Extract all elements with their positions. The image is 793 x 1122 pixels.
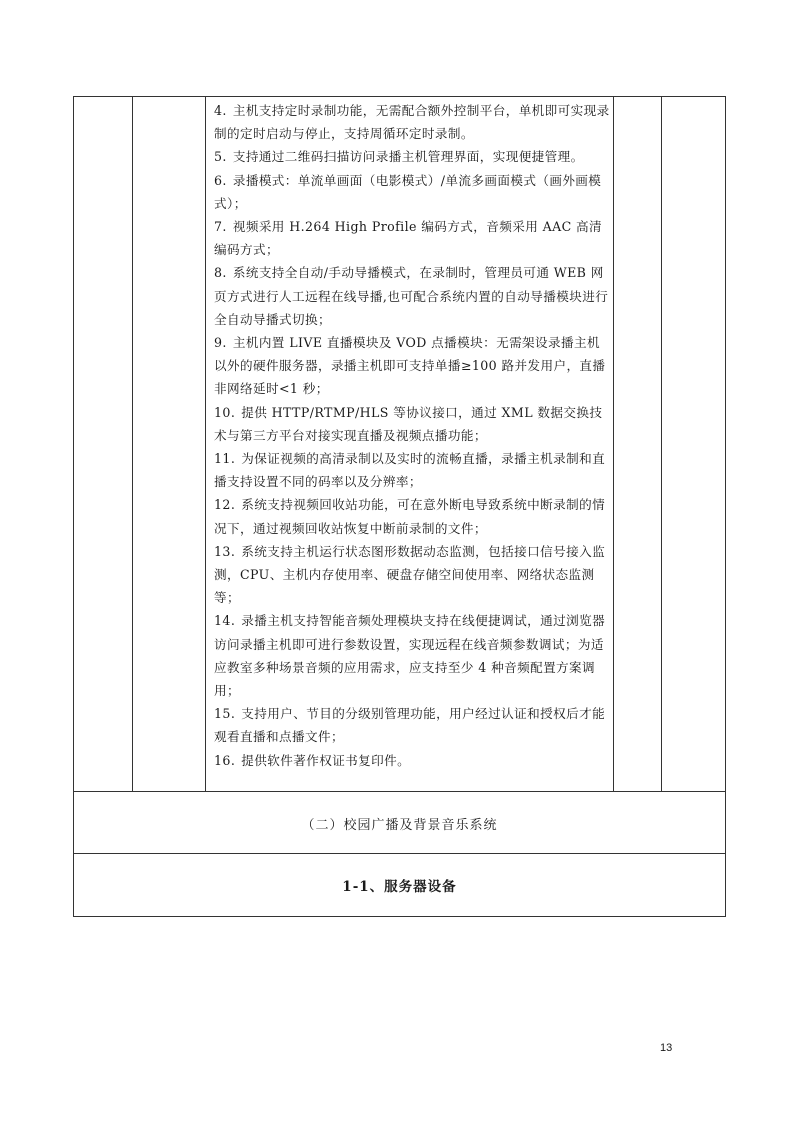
item-text: 为保证视频的高清录制以及实时的流畅直播，录播主机录制和直播支持设置不同的码率以及分辨率； [214,451,606,490]
requirement-item [214,702,610,748]
requirement-item [214,749,610,772]
requirement-item [214,215,610,261]
column-divider [661,97,662,791]
item-text: 视频采用 H.264 High Profile 编码方式，音频采用 AAC 高清编码方式； [214,219,603,258]
requirement-item [214,145,610,168]
requirement-item [214,540,610,610]
item-number: 16. [214,752,236,768]
subsection-heading-row [74,854,725,916]
column-divider [132,97,133,791]
spec-table [73,96,726,917]
requirement-item [214,609,610,702]
item-text: 支持用户、节目的分级别管理功能，用户经过认证和授权后才能观看直播和点播文件； [214,706,606,745]
requirement-item [214,401,610,447]
item-number: 7. [214,219,227,235]
page-number: 13 [660,1042,673,1054]
requirements-list [214,99,610,772]
requirement-item [214,493,610,539]
item-text: 录播模式：单流单画面（电影模式）/单流多画面模式（画外画模式）； [214,172,602,211]
item-text: 系统支持主机运行状态图形数据动态监测，包括接口信号接入监测，CPU、主机内存使用率、硬盘存储空间使用率、网络状态监测等； [214,543,606,606]
item-number: 6. [214,172,227,188]
item-text: 提供软件著作权证书复印件。 [241,752,411,768]
item-number: 4. [214,103,227,118]
item-text: 提供 HTTP/RTMP/HLS 等协议接口，通过 XML 数据交换技术与第三方平台对接实现直播及视频点播功能； [214,404,603,443]
column-divider [205,97,206,791]
requirement-item [214,169,610,215]
item-number: 15. [214,706,236,722]
item-number: 12. [214,497,236,513]
subsection-title: 1-1、服务器设备 [342,879,457,895]
requirement-item [214,447,610,493]
column-divider [613,97,614,791]
item-number: 8. [214,265,227,281]
item-number: 9. [214,335,227,351]
requirement-item [214,99,610,145]
item-number: 5. [214,149,227,165]
item-number: 11. [214,451,236,467]
item-number: 13. [214,543,236,559]
section-title: （二）校园广播及背景音乐系统 [301,818,498,833]
requirement-item [214,331,610,401]
item-text: 录播主机支持智能音频处理模块支持在线便捷调试，通过浏览器访问录播主机即可进行参数设置，实现远程在线音频参数调试；为适应教室多种场景音频的应用需求，应支持至少 4 种音频配置方案调用； [214,613,606,699]
item-text: 系统支持视频回收站功能，可在意外断电导致系统中断录制的情况下，通过视频回收站恢复中断前录制的文件； [214,497,606,536]
requirement-item [214,261,610,331]
item-text: 系统支持全自动/手动导播模式，在录制时，管理员可通 WEB 网页方式进行人工远程在线导播,也可配合系统内置的自动导播模块进行全自动导播式切换； [214,265,609,327]
requirements-row [74,97,725,792]
section-heading-row [74,792,725,854]
item-text: 主机支持定时录制功能，无需配合额外控制平台，单机即可实现录制的定时启动与停止，支持周循环定时录制。 [214,103,610,142]
item-number: 10. [214,404,236,420]
item-number: 14. [214,613,236,629]
item-text: 主机内置 LIVE 直播模块及 VOD 点播模块：无需架设录播主机以外的硬件服务器，录播主机即可支持单播≥100 路并发用户，直播非网络延时<1 秒； [214,335,606,397]
item-text: 支持通过二维码扫描访问录播主机管理界面，实现便捷管理。 [232,149,584,165]
